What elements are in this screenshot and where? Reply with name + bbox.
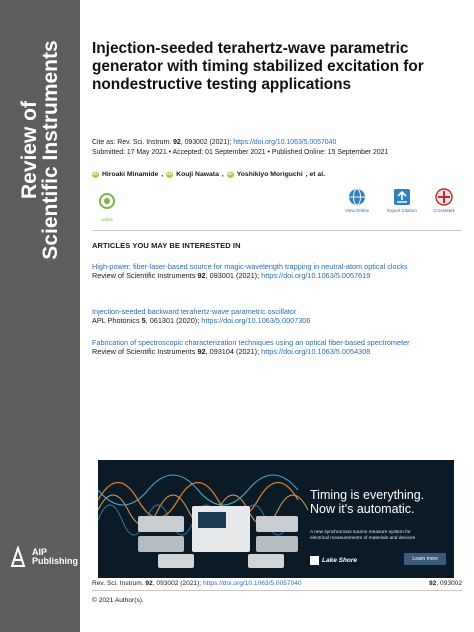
related-article-title[interactable]: Injection-seeded backward terahertz-wave parametric oscillator [92,307,297,316]
related-article-doi-link[interactable]: https://doi.org/10.1063/5.0057619 [261,271,371,281]
crossmark-button[interactable] [424,188,464,213]
article-title: Injection-seeded terahertz-wave parametric generator with timing stabilized excitation for nondestructive testing applications [92,40,424,93]
author-name[interactable]: Yoshikiyo Moriguchi [236,171,303,178]
article-dates: Submitted: 17 May 2021 • Accepted: 01 September 2021 • Published Online: 15 September 2021 [92,149,389,156]
advertisement-headline-line2: Now it's automatic. [310,502,415,516]
open-online-icon [92,192,122,212]
learn-more-button[interactable]: Learn more [404,553,446,565]
footer-doi-link[interactable]: https://doi.org/10.1063/5.0057040 [202,580,302,587]
orcid-icon[interactable]: iD [93,171,98,177]
advertisement-subtext-line2: electrical measurements of materials and devices [310,536,416,541]
export-icon [393,188,411,206]
related-article-doi-link[interactable]: https://doi.org/10.1063/5.0007306 [201,316,311,326]
related-article-ref: , 061301 (2020); [145,316,200,326]
footer-page-number [429,579,462,588]
cite-as-line [92,138,388,148]
footer-divider [92,590,462,591]
related-article-ref: , 093001 (2021); [205,271,260,281]
view-online-label: View Online [345,208,369,213]
footer-citation-rest: , 093002 (2021); [152,580,202,587]
crossmark-label: CrossMark [433,208,455,213]
cite-rest: , 093002 (2021); [180,139,232,146]
related-article-volume: 92 [197,271,206,281]
article-doi-link[interactable]: https://doi.org/10.1063/5.0057040 [233,139,337,146]
page-footer [92,579,462,588]
author-name[interactable]: Kouji Nawata [176,171,219,178]
advertisement-headline-line1: Timing is everything. [310,488,425,502]
related-article-ref: , 093104 (2021); [205,347,260,357]
related-article-reference [92,271,460,280]
related-article-reference [92,316,460,325]
section-divider [92,230,462,231]
instrument-photo [138,502,298,572]
orcid-icon[interactable]: iD [227,171,233,177]
related-article-journal: Review of Scientific Instruments [92,347,196,357]
related-article [92,307,460,326]
related-article-title[interactable]: High-power, fiber-laser-based source for magic-wavelength trapping in neutral-atom optical clocks [92,262,408,271]
globe-icon [348,188,366,206]
advertiser-name: Lake Shore [322,557,358,564]
author-name[interactable]: Hiroaki Minamide [102,171,159,178]
view-online-button[interactable] [337,188,377,213]
cite-volume: 92 [173,139,181,146]
aip-publishing-logo[interactable] [8,546,78,568]
author-separator: , [221,171,224,178]
related-article [92,262,460,281]
aip-logo-icon [8,546,28,568]
author-separator: , et al. [305,171,325,178]
lake-shore-logo-icon [310,556,319,565]
related-articles-heading: ARTICLES YOU MAY BE INTERESTED IN [92,241,241,250]
advertisement-headline [310,488,424,516]
advertiser-logo [310,556,357,565]
article-tools-row [92,186,460,228]
aip-logo-line1: AIP [32,547,48,557]
export-citation-button[interactable] [382,188,422,213]
open-online-logo[interactable] [92,192,122,220]
advertisement-banner[interactable] [98,460,454,578]
related-article-reference [92,347,460,356]
advertisement-subtext [310,530,450,542]
export-citation-label: Export Citation [387,208,417,213]
related-article [92,338,460,357]
related-article-title[interactable]: Fabrication of spectroscopic characterization techniques using an optical fiber-based spectrometer [92,338,410,347]
journal-name-line2: Scientific Instruments [39,40,62,260]
author-separator: , [161,171,164,178]
footer-page-article: , 093002 [436,580,462,587]
cite-prefix: Cite as: Rev. Sci. Instrum. [92,139,172,146]
orcid-icon[interactable]: iD [167,171,173,177]
advertisement-subtext-line1: A new synchronous source measure system for [310,530,411,535]
journal-name [19,40,61,259]
journal-sidebar [0,0,80,632]
aip-logo-line2: Publishing [32,556,78,566]
journal-name-line1: Review of [18,100,41,200]
copyright-notice: © 2021 Author(s). [92,597,144,604]
citation-block [92,138,388,158]
related-article-volume: 5 [141,316,146,326]
related-article-doi-link[interactable]: https://doi.org/10.1063/5.0054308 [261,347,371,357]
footer-citation-volume: 92 [145,580,153,587]
footer-page-volume: 92 [428,580,437,587]
footer-citation-prefix: Rev. Sci. Instrum. [92,580,144,587]
crossmark-icon [435,188,453,206]
open-online-label: online [100,217,113,222]
related-article-journal: APL Photonics [92,316,140,326]
author-list [92,171,325,178]
related-article-volume: 92 [197,347,206,357]
related-article-journal: Review of Scientific Instruments [92,271,196,281]
